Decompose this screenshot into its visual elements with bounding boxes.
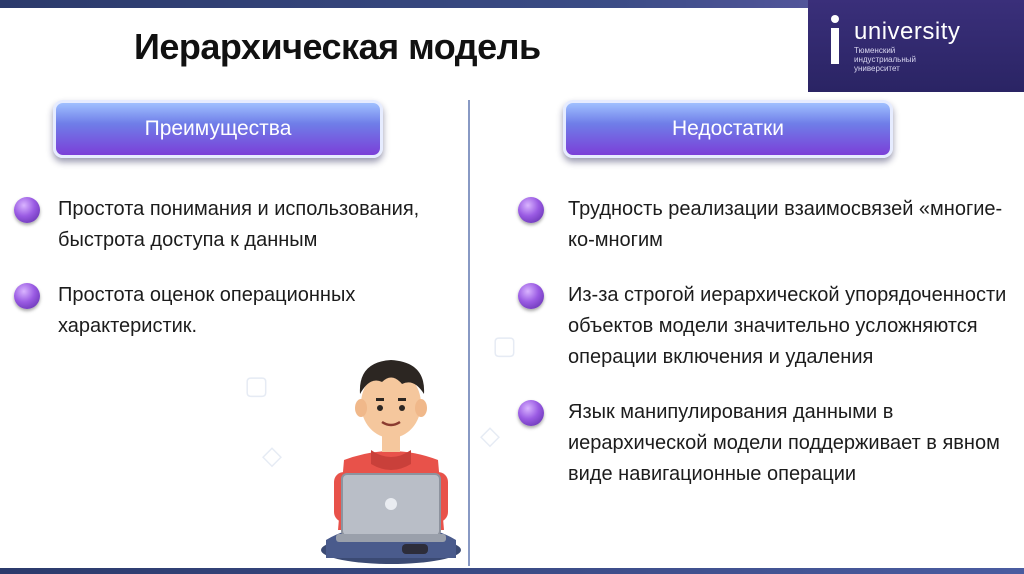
item-text: Трудность реализации взаимосвязей «многие-ко-многим — [568, 198, 1003, 251]
column-divider — [468, 100, 470, 566]
bullet-dot — [518, 400, 544, 426]
list-item — [518, 280, 1018, 373]
decor-icon: ◇ — [480, 420, 500, 450]
bullet-dot — [14, 197, 40, 223]
item-text: Из-за строгой иерархической упорядоченности объектов модели значительно усложняются операции включения и удаления — [568, 284, 1007, 368]
logo-subtitle — [854, 46, 954, 73]
list-item — [518, 397, 1018, 490]
logo-sub-line: индустриальный — [854, 55, 916, 64]
decor-icon: ◇ — [262, 440, 282, 470]
page-title: Иерархическая модель — [134, 26, 541, 67]
disadvantages-header: Недостатки — [563, 100, 893, 158]
item-text: Простота оценок операционных характеристик. — [58, 284, 356, 337]
decor-icon: ▢ — [492, 330, 517, 360]
list-item — [518, 194, 1018, 256]
decor-icon: ▢ — [244, 370, 269, 400]
list-item — [14, 280, 444, 342]
disadvantages-list — [518, 194, 1018, 514]
item-text: Простота понимания и использования, быстрота доступа к данным — [58, 198, 420, 251]
student-laptop-illustration — [316, 354, 466, 566]
university-logo-icon — [828, 14, 842, 64]
bullet-dot — [518, 197, 544, 223]
university-logo — [808, 0, 1024, 92]
bullet-dot — [518, 283, 544, 309]
bottom-accent-bar — [0, 568, 1024, 574]
list-item — [14, 194, 444, 256]
advantages-header: Преимущества — [53, 100, 383, 158]
logo-sub-line: Тюменский — [854, 46, 896, 55]
logo-name: university — [854, 18, 961, 45]
item-text: Язык манипулирования данными в иерархической модели поддерживает в явном виде навигационные операции — [568, 401, 1000, 485]
bullet-dot — [14, 283, 40, 309]
advantages-list — [14, 194, 444, 366]
logo-sub-line: университет — [854, 64, 900, 73]
